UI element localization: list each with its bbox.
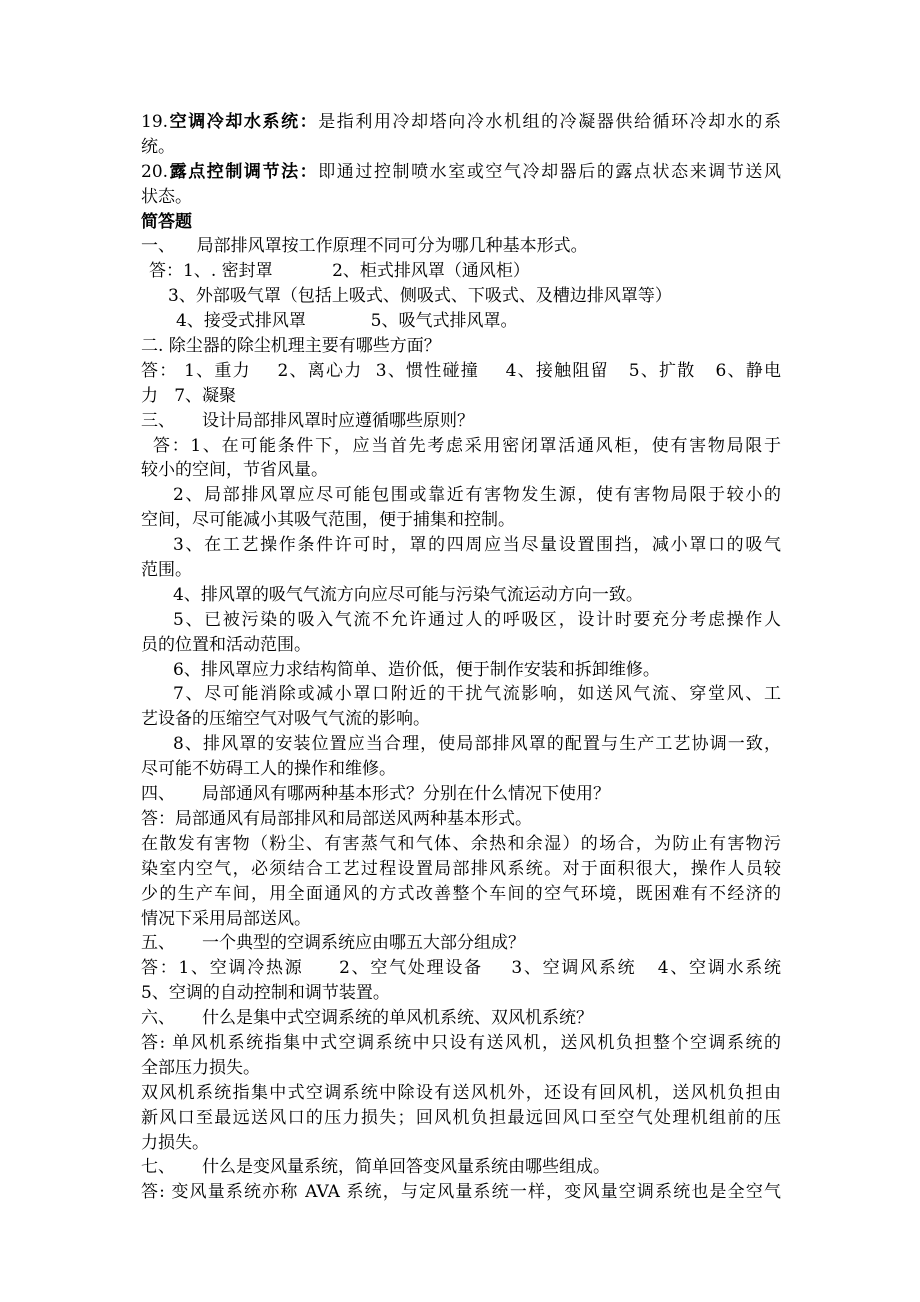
answer-line: 艺设备的压缩空气对吸气气流的影响。 <box>141 709 430 730</box>
answer-line: 新风口至最远送风口的压力损失；回风机负担最远回风口至空气处理机组前的压 <box>141 1107 781 1128</box>
answer-line: 情况下采用局部送风。 <box>141 908 311 929</box>
answer-line: 3、在工艺操作条件许可时，罩的四周应当尽量设置围挡，减小罩口的吸气 <box>173 535 781 556</box>
definition-text: 是指利用冷却塔向冷水机组的冷凝器供给循环冷却水的系 <box>318 112 781 132</box>
answer-line: 双风机系统指集中式空调系统中除设有送风机外，还设有回风机，送风机负担由 <box>141 1082 781 1103</box>
answer-line: 空间，尽可能减小其吸气范围，便于捕集和控制。 <box>141 510 515 531</box>
definition-19-line <box>141 110 781 135</box>
answer-line: 答：局部通风有局部排风和局部送风两种基本形式。 <box>141 808 532 829</box>
answer-line: 答: 单风机系统指集中式空调系统中只设有送风机，送风机负担整个空调系统的 <box>141 1032 781 1053</box>
answer-line: 5、空调的自动控制和调节装置。 <box>141 983 390 1004</box>
answer-line: 答：1、. 密封罩 2、柜式排风罩（通风柜） <box>149 261 530 282</box>
question-6: 六、 什么是集中式空调系统的单风机系统、双风机系统？ <box>141 1008 594 1029</box>
answer-line: 染室内空气，必须结合工艺过程设置局部排风系统。对于面积很大，操作人员较 <box>141 858 781 879</box>
question-2: 二. 除尘器的除尘机理主要有哪些方面？ <box>141 336 441 357</box>
definition-number: 19. <box>141 112 169 132</box>
answer-line: 7、尽可能消除或减小罩口附近的干扰气流影响，如送风气流、穿堂风、工 <box>173 684 781 705</box>
answer-line: 员的位置和活动范围。 <box>141 634 311 655</box>
answer-line: 8、排风罩的安装位置应当合理，使局部排风罩的配置与生产工艺协调一致， <box>173 734 781 755</box>
answer-line: 答： 1、重力 2、离心力 3、惯性碰撞 4、接触阻留 5、扩散 6、静电 <box>141 360 781 381</box>
section-title: 简答题 <box>141 211 192 232</box>
answer-line: 2、局部排风罩应尽可能包围或靠近有害物发生源，使有害物局限于较小的 <box>173 485 781 506</box>
answer-line: 力 7、凝聚 <box>141 385 237 406</box>
question-1: 一、 局部排风罩按工作原理不同可分为哪几种基本形式。 <box>141 236 588 257</box>
definition-19-continuation: 统。 <box>141 136 175 157</box>
answer-line: 全部压力损失。 <box>141 1057 260 1078</box>
definition-text: 即通过控制喷水室或空气冷却器后的露点状态来调节送风 <box>318 161 781 182</box>
document-page <box>141 110 781 1205</box>
answer-line: 答：1、空调冷热源 2、空气处理设备 3、空调风系统 4、空调水系统 <box>141 958 781 979</box>
answer-line: 较小的空间，节省风量。 <box>141 460 328 481</box>
question-4: 四、 局部通风有哪两种基本形式？分别在什么情况下使用？ <box>141 784 611 805</box>
answer-line: 力损失。 <box>141 1132 209 1153</box>
answer-line: 4、接受式排风罩 5、吸气式排风罩。 <box>176 311 518 332</box>
answer-line: 答：1、在可能条件下，应当首先考虑采用密闭罩活通风柜，使有害物局限于 <box>153 435 781 456</box>
definition-20-line <box>141 160 781 185</box>
answer-line: 答: 变风量系统亦称 AVA 系统，与定风量系统一样，变风量空调系统也是全空气 <box>141 1182 781 1203</box>
answer-line: 5、已被污染的吸入气流不允许通过人的呼吸区，设计时要充分考虑操作人 <box>173 609 781 630</box>
answer-line: 少的生产车间，用全面通风的方式改善整个车间的空气环境，既困难有不经济的 <box>141 883 781 904</box>
definition-term: 空调冷却水系统： <box>168 112 319 132</box>
answer-line: 3、外部吸气罩（包括上吸式、侧吸式、下吸式、及槽边排风罩等） <box>168 286 672 307</box>
definition-20-continuation: 状态。 <box>141 186 192 207</box>
question-5: 五、 一个典型的空调系统应由哪五大部分组成？ <box>141 933 526 954</box>
answer-line: 在散发有害物（粉尘、有害蒸气和气体、余热和余湿）的场合，为防止有害物污 <box>141 833 781 854</box>
question-3: 三、 设计局部排风罩时应遵循哪些原则？ <box>141 410 475 431</box>
answer-line: 范围。 <box>141 560 192 581</box>
definition-term: 露点控制调节法： <box>168 161 319 182</box>
answer-line: 6、排风罩应力求结构简单、造价低，便于制作安装和拆卸维修。 <box>173 659 660 680</box>
answer-line: 尽可能不妨碍工人的操作和维修。 <box>141 759 396 780</box>
question-7: 七、 什么是变风量系统，简单回答变风量系统由哪些组成。 <box>141 1157 611 1178</box>
definition-number: 20. <box>141 161 169 182</box>
answer-line: 4、排风罩的吸气气流方向应尽可能与污染气流运动方向一致。 <box>173 584 643 605</box>
